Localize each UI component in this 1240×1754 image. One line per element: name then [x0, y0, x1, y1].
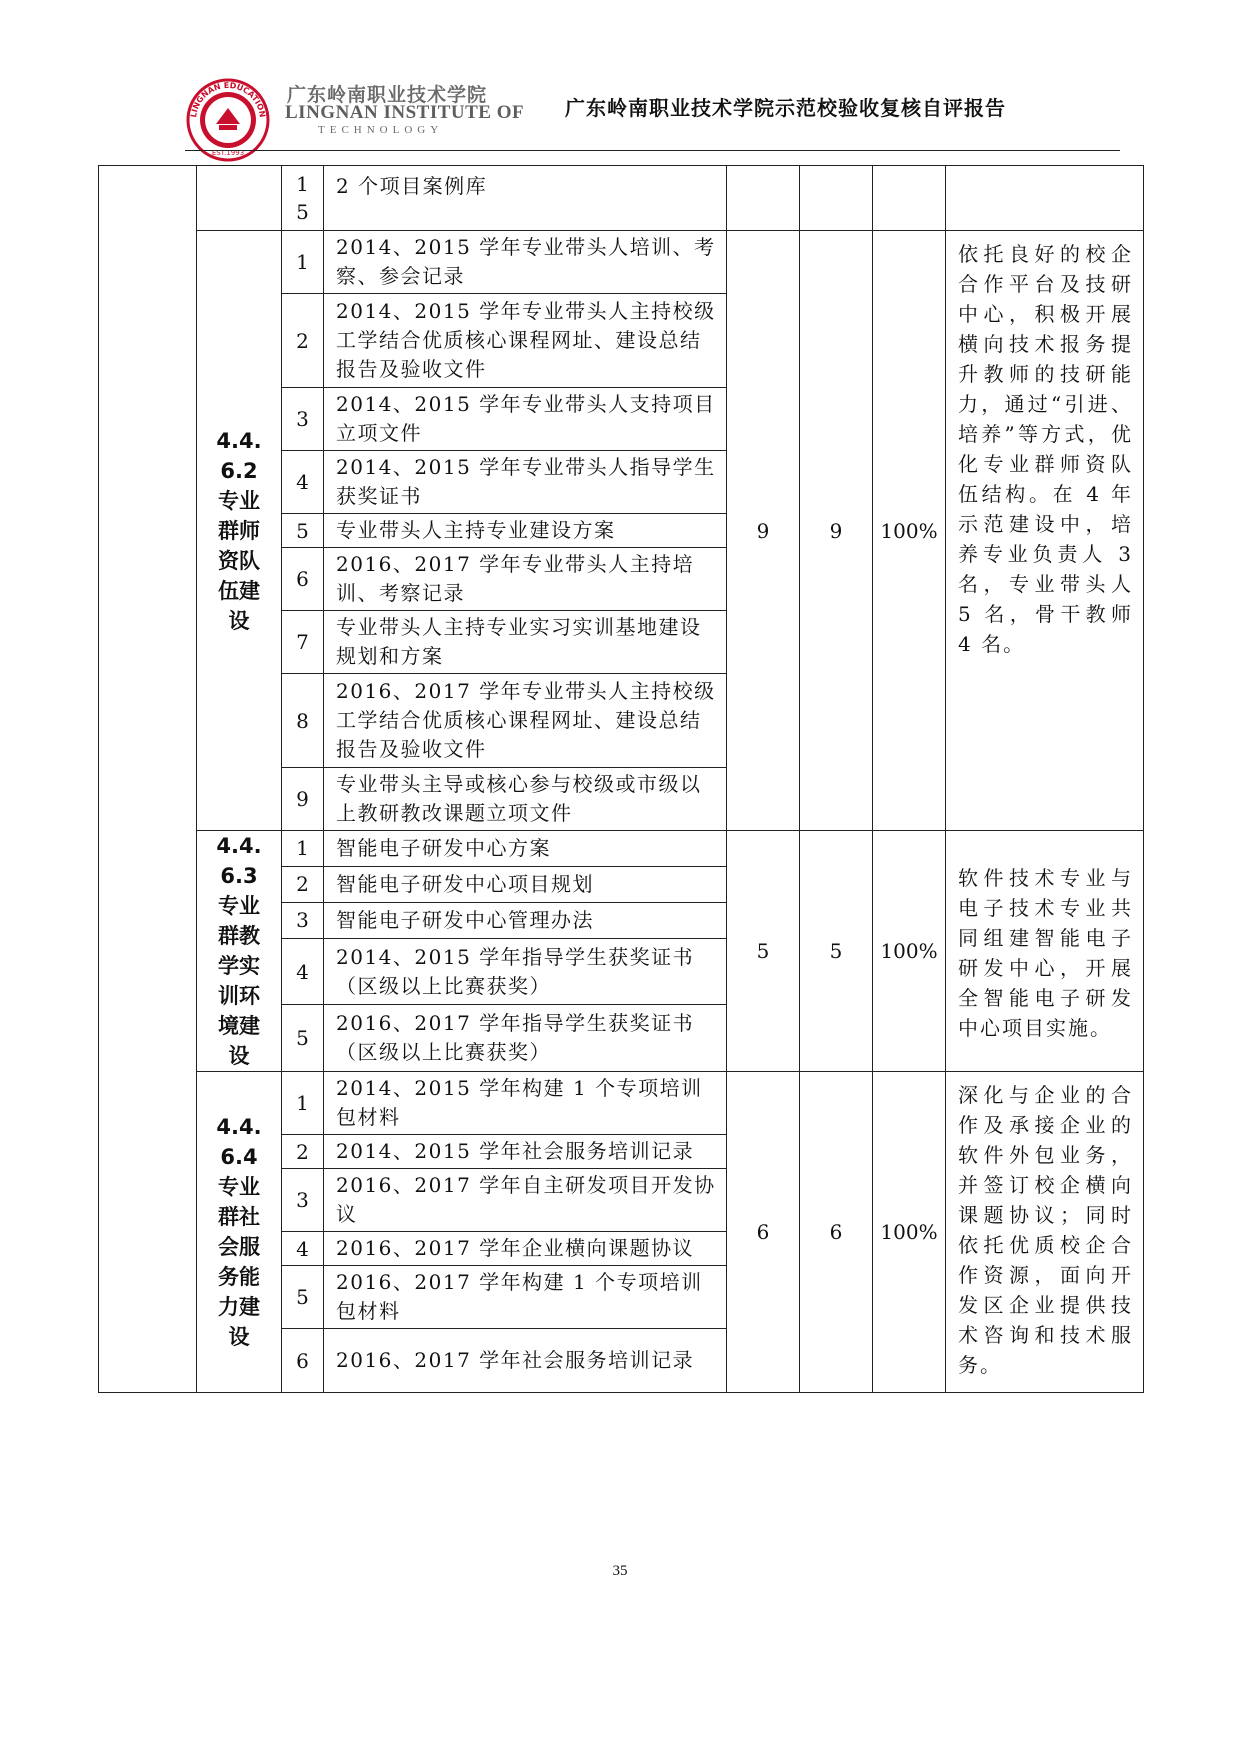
item-text: 2016、2017 学年构建 1 个专项培训包材料: [324, 1266, 727, 1329]
header-divider: [185, 150, 1120, 151]
table-row: [99, 231, 1144, 294]
planned-cell-empty: [727, 166, 800, 231]
item-number: 8: [282, 674, 324, 768]
item-text: 智能电子研发中心方案: [324, 831, 727, 867]
item-text: 2016、2017 学年指导学生获奖证书（区级以上比赛获奖）: [324, 1005, 727, 1072]
item-number: 5: [282, 514, 324, 548]
table-body: [99, 166, 1144, 1393]
completed-count: 6: [800, 1072, 873, 1393]
table-row: [99, 1072, 1144, 1135]
rate-cell-empty: [873, 166, 946, 231]
item-number: 1: [282, 1072, 324, 1135]
completed-count: 9: [800, 231, 873, 831]
item-number: 1: [282, 831, 324, 867]
outer-category-cell: [99, 166, 197, 1393]
acceptance-table: [98, 165, 1144, 1393]
completion-rate: 100%: [873, 831, 946, 1072]
item-number: 3: [282, 388, 324, 451]
section-title: [197, 1072, 282, 1393]
item-text: 2014、2015 学年构建 1 个专项培训包材料: [324, 1072, 727, 1135]
item-number: 9: [282, 768, 324, 831]
section-title: [197, 831, 282, 1072]
item-text: 2016、2017 学年专业带头人主持培训、考察记录: [324, 548, 727, 611]
item-text: 专业带头主导或核心参与校级或市级以上教研教改课题立项文件: [324, 768, 727, 831]
item-text: 2 个项目案例库: [324, 166, 727, 231]
item-text: 2014、2015 学年专业带头人指导学生获奖证书: [324, 451, 727, 514]
section-description: 软件技术专业与电子技术专业共同组建智能电子研发中心，开展全智能电子研发中心项目实施。: [946, 831, 1144, 1072]
page-number: 35: [612, 1563, 628, 1579]
section-title-text: 4.4.6.2 专业群师资队伍建设: [216, 428, 262, 633]
item-text: 2016、2017 学年专业带头人主持校级工学结合优质核心课程网址、建设总结报告及验收文件: [324, 674, 727, 768]
item-number: 2: [282, 294, 324, 388]
seal-arc-text: LINGNAN EDUCATION: [189, 80, 267, 119]
report-title: 广东岭南职业技术学院示范校验收复核自评报告: [565, 96, 1006, 120]
item-text: 2016、2017 学年自主研发项目开发协议: [324, 1169, 727, 1232]
item-text: 2016、2017 学年企业横向课题协议: [324, 1232, 727, 1266]
logo-english-name: LINGNAN INSTITUTE OF: [285, 102, 525, 123]
item-number: 4: [282, 1232, 324, 1266]
item-number: 3: [282, 1169, 324, 1232]
item-text: 2014、2015 学年专业带头人主持校级工学结合优质核心课程网址、建设总结报告及验收文件: [324, 294, 727, 388]
table-row: [99, 831, 1144, 867]
planned-count: 5: [727, 831, 800, 1072]
item-number: 1: [282, 231, 324, 294]
item-number: 4: [282, 938, 324, 1005]
item-text: 2016、2017 学年社会服务培训记录: [324, 1329, 727, 1393]
item-text: 2014、2015 学年指导学生获奖证书（区级以上比赛获奖）: [324, 938, 727, 1005]
logo-english-subtitle: TECHNOLOGY: [318, 124, 444, 136]
section-description: 依托良好的校企合作平台及技研中心，积极开展横向技术报务提升教师的技研能力，通过“引进、培养”等方式，优化专业群师资队伍结构。在 4 年示范建设中，培养专业负责人 3 名，专业带头人 5 名，骨干教师 4 名。: [946, 231, 1144, 831]
item-text: 专业带头人主持专业建设方案: [324, 514, 727, 548]
item-number: 15: [282, 166, 324, 231]
item-number: 5: [282, 1266, 324, 1329]
item-text: 2014、2015 学年社会服务培训记录: [324, 1135, 727, 1169]
completion-rate: 100%: [873, 231, 946, 831]
item-number: 3: [282, 902, 324, 938]
item-text: 专业带头人主持专业实习实训基地建设规划和方案: [324, 611, 727, 674]
table-row: [99, 166, 1144, 231]
completion-rate: 100%: [873, 1072, 946, 1393]
item-text: 2014、2015 学年专业带头人支持项目立项文件: [324, 388, 727, 451]
item-number: 4: [282, 451, 324, 514]
section-title-text: 4.4.6.4 专业群社会服务能力建设: [216, 1115, 262, 1349]
page-header: [0, 0, 1240, 157]
item-text: 2014、2015 学年专业带头人培训、考察、参会记录: [324, 231, 727, 294]
item-number: 2: [282, 866, 324, 902]
planned-count: 6: [727, 1072, 800, 1393]
item-number: 6: [282, 1329, 324, 1393]
description-cell-empty: [946, 166, 1144, 231]
item-number: 5: [282, 1005, 324, 1072]
section-title: [197, 231, 282, 831]
item-number: 2: [282, 1135, 324, 1169]
item-number: 7: [282, 611, 324, 674]
item-text: 智能电子研发中心项目规划: [324, 866, 727, 902]
item-number: 6: [282, 548, 324, 611]
section-description: 深化与企业的合作及承接企业的软件外包业务，并签订校企横向课题协议；同时依托优质校企合作资源，面向开发区企业提供技术咨询和技术服务。: [946, 1072, 1144, 1393]
completed-count: 5: [800, 831, 873, 1072]
completed-cell-empty: [800, 166, 873, 231]
item-text: 智能电子研发中心管理办法: [324, 902, 727, 938]
seal-year: EST.1993: [211, 149, 245, 157]
section-title-text: 4.4.6.3 专业群教学实训环境建设: [216, 834, 262, 1068]
logo-chinese-name: 广东岭南职业技术学院: [287, 84, 488, 106]
section-cell-empty: [197, 166, 282, 231]
planned-count: 9: [727, 231, 800, 831]
